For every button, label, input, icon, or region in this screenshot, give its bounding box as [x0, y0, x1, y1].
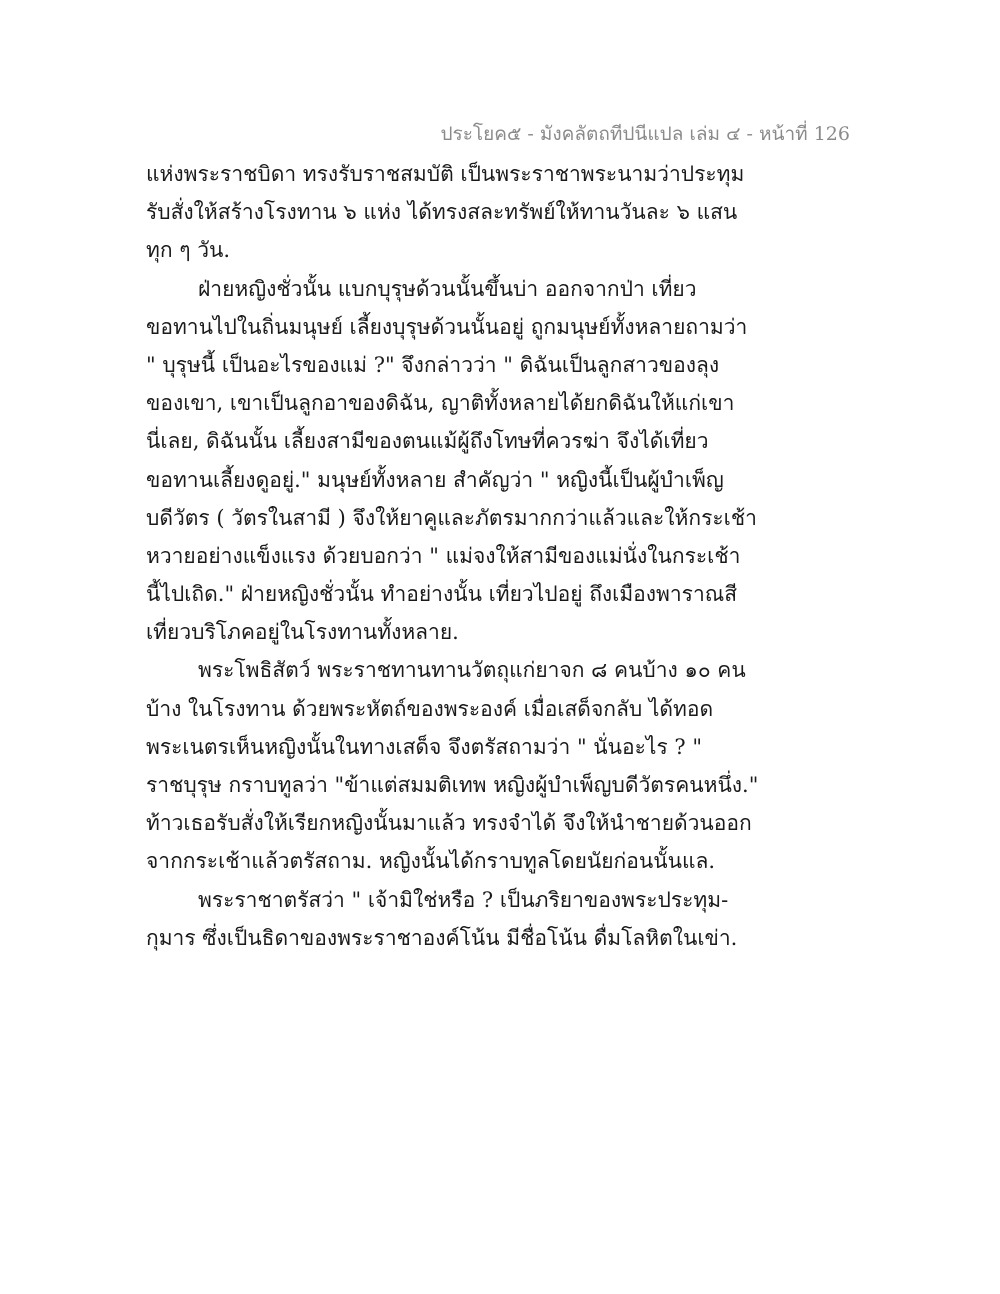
- text-line: จากกระเช้าแล้วตรัสถาม. หญิงนั้นได้กราบทูลโดยนัยก่อนนั้นแล.: [146, 849, 716, 874]
- running-head: ประโยค๕ - มังคลัตถทีปนีแปล เล่ม ๔ - หน้าที่ 126: [440, 123, 850, 145]
- text-line: ขอทานเลี้ยงดูอยู่." มนุษย์ทั้งหลาย สำคัญว่า " หญิงนี้เป็นผู้บำเพ็ญ: [146, 467, 724, 492]
- text-line: ท้าวเธอรับสั่งให้เรียกหญิงนั้นมาแล้ว ทรงจำได้ จึงให้นำชายด้วนออก: [146, 811, 752, 836]
- text-line: ของเขา, เขาเป็นลูกอาของดิฉัน, ญาติทั้งหลายได้ยกดิฉันให้แก่เขา: [146, 391, 735, 416]
- text-line: ราชบุรุษ กราบทูลว่า "ข้าแต่สมมติเทพ หญิงผู้บำเพ็ญบดีวัตรคนหนึ่ง.": [146, 773, 759, 797]
- text-line: เที่ยวบริโภคอยู่ในโรงทานทั้งหลาย.: [146, 620, 459, 645]
- text-line: แห่งพระราชบิดา ทรงรับราชสมบัติ เป็นพระราชาพระนามว่าประทุม: [146, 162, 745, 186]
- text-line: บ้าง ในโรงทาน ด้วยพระหัตถ์ของพระองค์ เมื่อเสด็จกลับ ได้ทอด: [146, 696, 714, 721]
- text-line: นี้ไปเถิด." ฝ่ายหญิงชั่วนั้น ทำอย่างนั้น เที่ยวไปอยู่ ถึงเมืองพาราณสี: [146, 582, 738, 607]
- text-line: ทุก ๆ วัน.: [146, 238, 231, 263]
- body-text: [146, 155, 866, 957]
- paragraph-start-line: ฝ่ายหญิงชั่วนั้น แบกบุรุษด้วนนั้นขึ้นบ่า ออกจากป่า เที่ยว: [198, 276, 697, 301]
- text-line: หวายอย่างแข็งแรง ด้วยบอกว่า " แม่จงให้สามีของแม่นั่งในกระเช้า: [146, 543, 741, 568]
- text-line: นี่เลย, ดิฉันนั้น เลี้ยงสามีของตนแม้ผู้ถึงโทษที่ควรฆ่า จึงได้เที่ยว: [146, 429, 709, 454]
- text-line: บดีวัตร ( วัตรในสามี ) จึงให้ยาคูและภัตรมากกว่าแล้วและให้กระเช้า: [146, 505, 757, 530]
- text-line: รับสั่งให้สร้างโรงทาน ๖ แห่ง ได้ทรงสละทรัพย์ให้ทานวันละ ๖ แสน: [146, 200, 738, 225]
- paragraph-start-line: พระโพธิสัตว์ พระราชทานทานวัตถุแก่ยาจก ๘ คนบ้าง ๑๐ คน: [198, 658, 746, 683]
- paragraph-start-line: พระราชาตรัสว่า " เจ้ามิใช่หรือ ? เป็นภริยาของพระประทุม-: [198, 887, 729, 912]
- text-line: พระเนตรเห็นหญิงนั้นในทางเสด็จ จึงตรัสถามว่า " นั่นอะไร ? ": [146, 734, 702, 759]
- text-line: " บุรุษนี้ เป็นอะไรของแม่ ?" จึงกล่าวว่า " ดิฉันเป็นลูกสาวของลุง: [146, 352, 720, 377]
- text-line: กุมาร ซึ่งเป็นธิดาของพระราชาองค์โน้น มีชื่อโน้น ดื่มโลหิตในเข่า.: [146, 925, 738, 950]
- text-line: ขอทานไปในถิ่นมนุษย์ เลี้ยงบุรุษด้วนนั้นอยู่ ถูกมนุษย์ทั้งหลายถามว่า: [146, 314, 748, 339]
